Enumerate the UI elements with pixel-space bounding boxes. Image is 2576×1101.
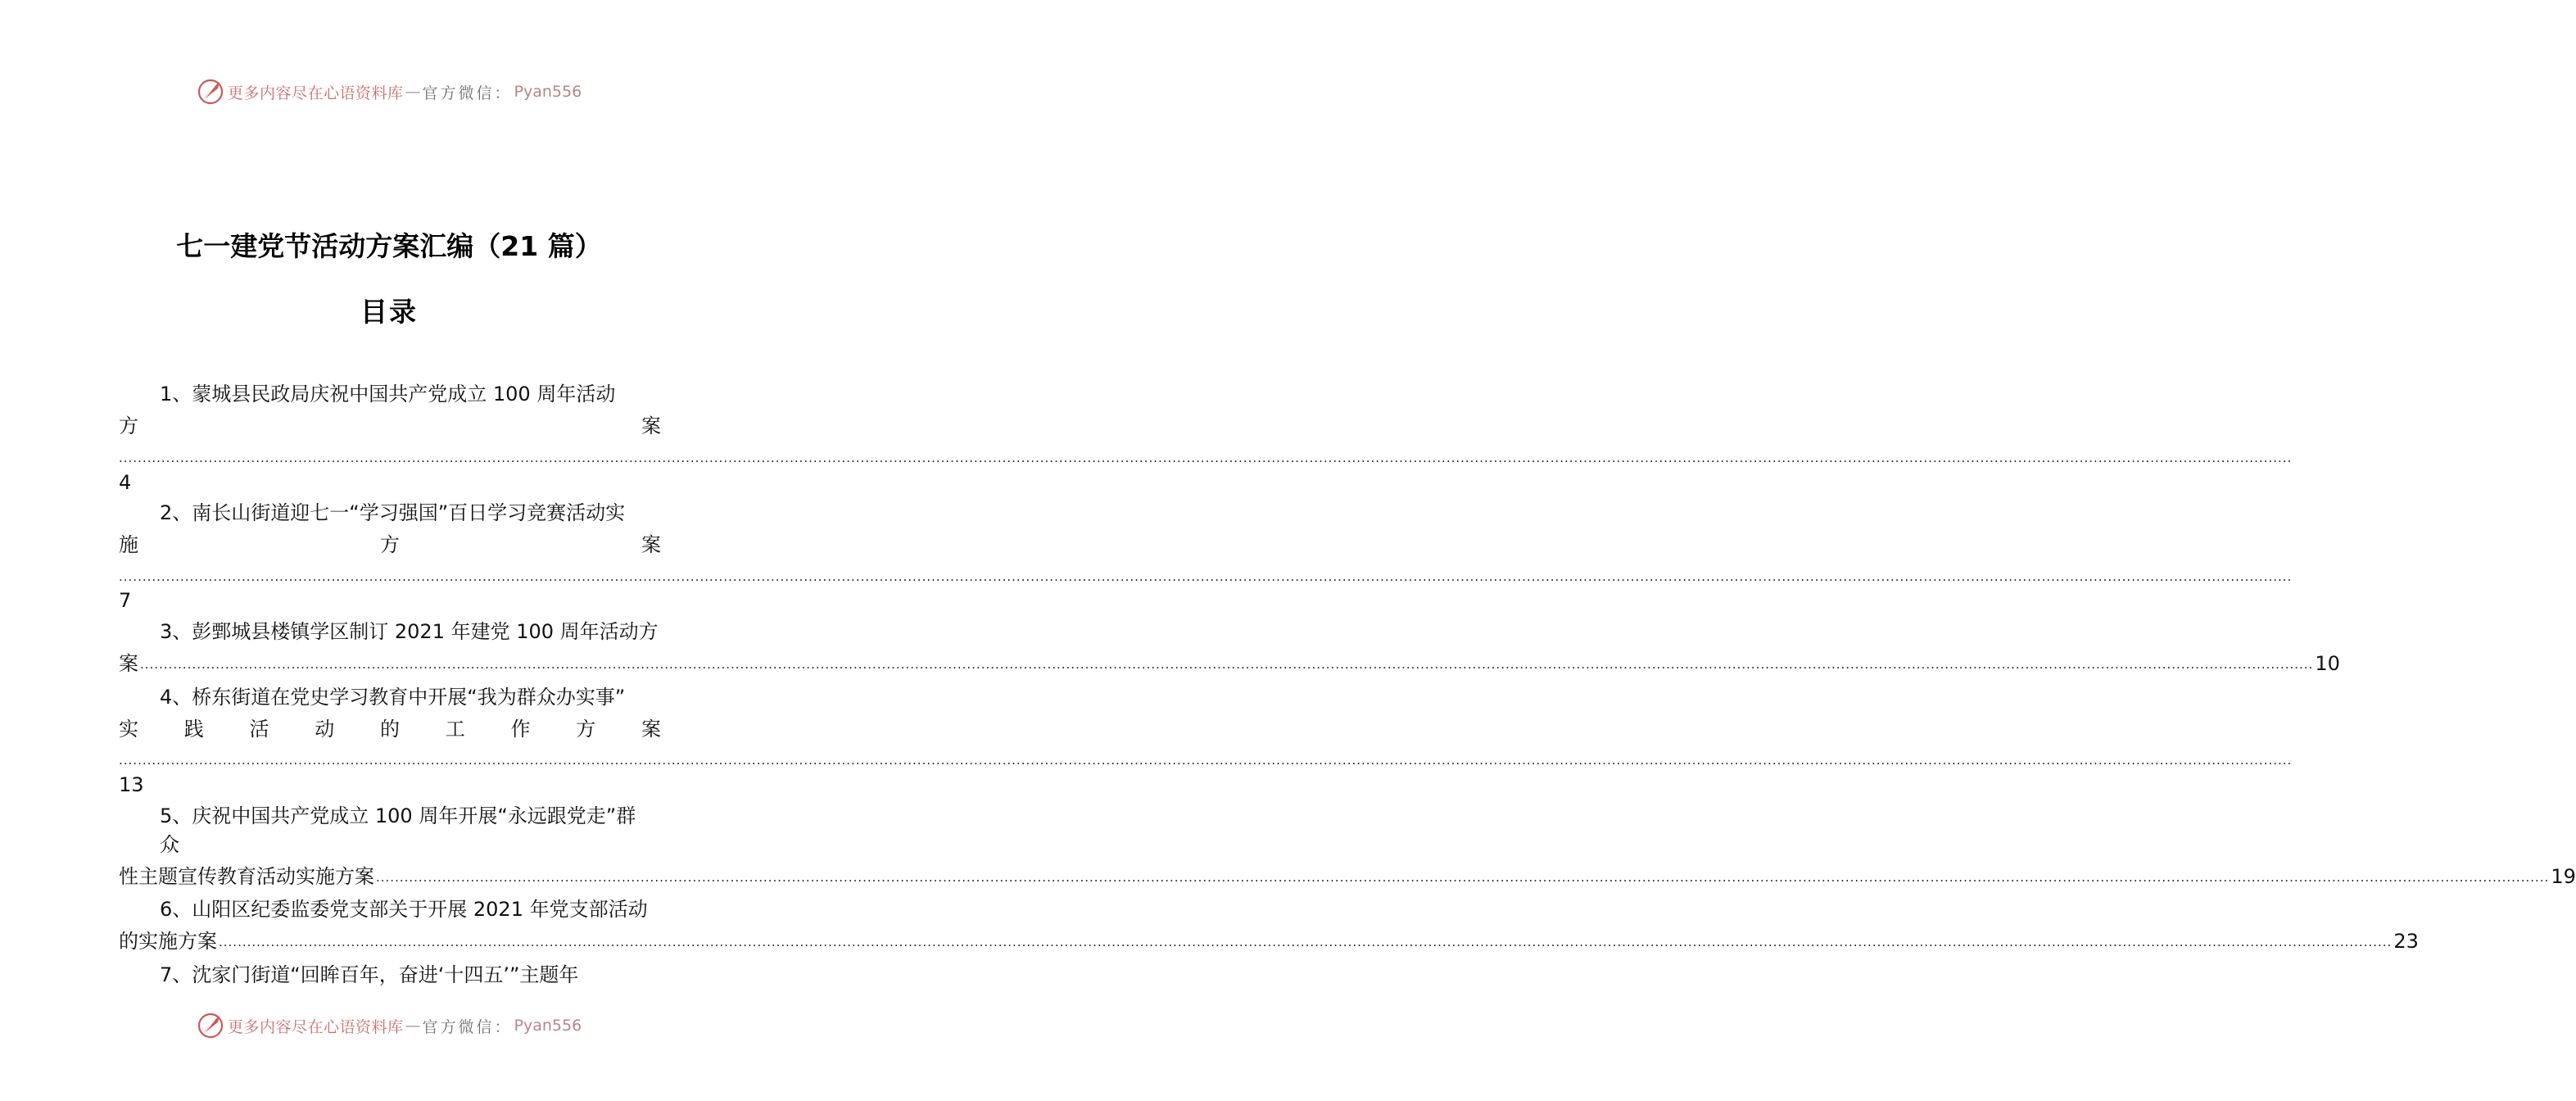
- toc-entry-4-char: 工: [445, 718, 465, 741]
- toc-entry-1-char: 方: [119, 415, 138, 437]
- toc-entry-1-line2: [119, 412, 661, 440]
- toc-entry-3-tail: 案: [119, 652, 138, 675]
- document-title: 七一建党节活动方案汇编（21 篇）: [176, 230, 602, 262]
- toc-entry-2-char: 案: [641, 533, 661, 556]
- toc-entry-5-page: 19: [2551, 865, 2576, 888]
- toc-entry-4-char: 活: [249, 718, 269, 741]
- banner-dash: —: [405, 1017, 421, 1035]
- toc-entry-2-page: 7: [119, 589, 132, 612]
- banner-official-label: 官方微信：: [422, 84, 513, 102]
- toc-entry-3-line1: 3、彭鄄城县楼镇学区制订 2021 年建党 100 周年活动方: [160, 620, 659, 643]
- toc-entry-3-page: 10: [2315, 652, 2340, 675]
- toc-entry-7-line1: 7、沈家门街道“回眸百年，奋进‘十四五’”主题年: [160, 963, 579, 986]
- banner-official-label: 官方微信：: [422, 1017, 513, 1036]
- toc-entry-6-leader: ............................................................................................................................................................................................................................................................................................................................................................................................................................................................................: [219, 935, 2393, 949]
- toc-entry-6-line1: 6、山阳区纪委监委党支部关于开展 2021 年党支部活动: [160, 898, 648, 921]
- toc-entry-5-leader: ............................................................................................................................................................................................................................................................................................................................................................................................................................................................................: [376, 870, 2550, 885]
- toc-entry-2-char: 方: [380, 533, 400, 556]
- toc-entry-6-line2: [119, 927, 2419, 955]
- toc-entry-1-page: 4: [119, 471, 132, 494]
- banner-wechat-id: Pyan556: [514, 83, 582, 101]
- toc-heading: 目录: [360, 296, 418, 328]
- toc-entry-4-char: 践: [183, 718, 204, 741]
- toc-entry-4-page: 13: [119, 773, 144, 796]
- toc-entry-6-page: 23: [2393, 930, 2419, 953]
- toc-entry-5-line1: 5、庆祝中国共产党成立 100 周年开展“永远跟党走”群: [160, 804, 636, 827]
- toc-entry-2-leader: ............................................................................................................................................................................................................................................................................................................................................................................................................................................................................: [119, 569, 2293, 584]
- toc-entry-4-line2: [119, 715, 661, 743]
- banner-dash: —: [405, 83, 421, 101]
- toc-entry-5-line3: [119, 863, 2576, 890]
- toc-entry-5-tail: 性主题宣传教育活动实施方案: [119, 865, 374, 888]
- toc-entry-6-tail: 的实施方案: [119, 930, 217, 953]
- toc-entry-4-char: 案: [641, 718, 661, 741]
- toc-entry-2-line2: [119, 531, 661, 559]
- toc-entry-1-line1: 1、蒙城县民政局庆祝中国共产党成立 100 周年活动: [160, 383, 616, 406]
- banner-text: 更多内容尽在心语资料库: [228, 1017, 404, 1036]
- toc-entry-2-char: 施: [119, 533, 138, 556]
- toc-entry-4-char: 动: [315, 718, 335, 741]
- toc-entry-2-line1: 2、南长山街道迎七一“学习强国”百日学习竞赛活动实: [160, 501, 626, 524]
- toc-entry-4-line1: 4、桥东街道在党史学习教育中开展“我为群众办实事”: [160, 686, 626, 709]
- quill-logo-icon: [197, 78, 224, 106]
- toc-entry-4-char: 的: [380, 718, 400, 741]
- banner-text: 更多内容尽在心语资料库: [228, 84, 404, 102]
- toc-entry-4-leader: ............................................................................................................................................................................................................................................................................................................................................................................................................................................................................: [119, 753, 2293, 768]
- footer-watermark: [197, 1009, 590, 1042]
- toc-entry-4-char: 实: [119, 718, 138, 741]
- toc-entry-4-char: 方: [576, 718, 596, 741]
- header-watermark: [197, 75, 590, 108]
- toc-entry-3-leader: ............................................................................................................................................................................................................................................................................................................................................................................................................................................................................: [140, 657, 2314, 672]
- toc-entry-1-leader: ............................................................................................................................................................................................................................................................................................................................................................................................................................................................................: [119, 451, 2293, 465]
- banner-wechat-id: Pyan556: [514, 1017, 582, 1035]
- toc-entry-4-char: 作: [510, 718, 531, 741]
- toc-entry-5-line2: 众: [160, 833, 179, 856]
- quill-logo-icon: [197, 1012, 224, 1040]
- toc-entry-1-char: 案: [641, 415, 661, 437]
- toc-entry-3-line2: [119, 650, 2340, 677]
